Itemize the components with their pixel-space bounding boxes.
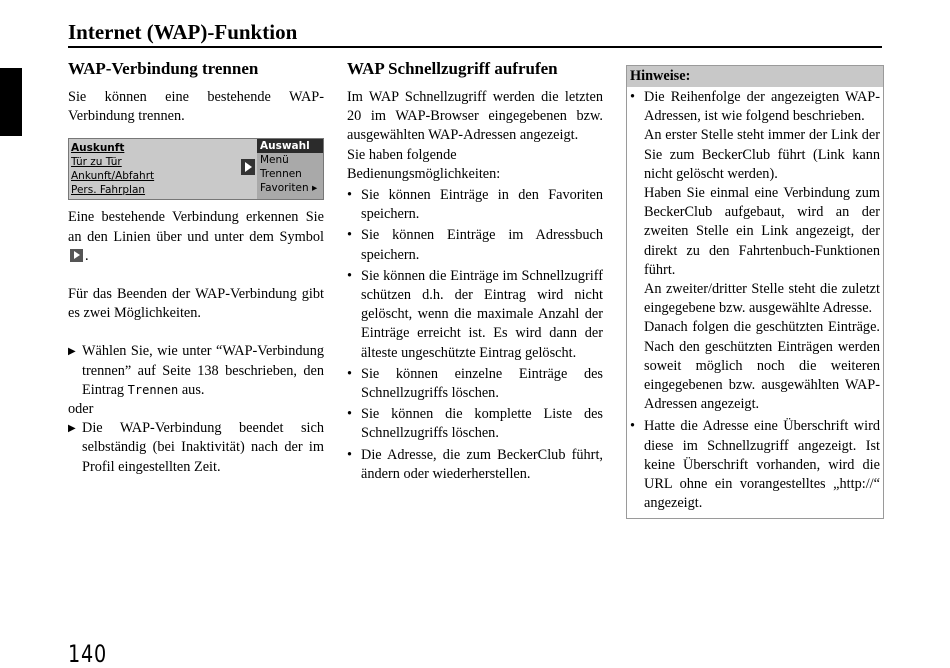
connection-symbol-icon — [241, 159, 255, 175]
page-number: 140 — [68, 640, 108, 668]
note-item: • Die Reihenfolge der angezeigten WAP-Adressen, ist wie folgend beschrieben. An erster Stelle steht immer der Link der Sie zum BeckerClub führt (Link kann nicht gelöscht werden). Haben Sie einmal eine Verbindung zum BeckerClub aufgebaut, wird an der zweiten Stelle ein Link angezeigt, der direkt zu den Fahrtenbuch-Funktionen führt. An zweiter/dritter Stelle steht die zuletzt eingegebene bzw. ausgewählte Adresse. Danach folgen die geschützten Einträge. Nach den geschützten Einträgen werden soweit möglich noch die weiteren eingegebenen bzw. ausgewählten WAP-Adressen angezeigt. — [630, 89, 880, 413]
notes-heading: Hinweise: — [627, 66, 883, 87]
section-heading-quick-access: WAP Schnellzugriff aufrufen — [347, 59, 558, 78]
list-item: • Sie können Einträge in den Favoriten speichern. — [347, 187, 603, 223]
options-list — [347, 186, 603, 484]
notes-box — [626, 65, 884, 519]
section-heading-disconnect: WAP-Verbindung trennen — [68, 59, 259, 78]
step-item: ▶ Wählen Sie, wie unter “WAP-Verbindung trennen” auf Seite 138 beschrieben, den Eintrag Trennen aus. — [68, 342, 324, 400]
device-list — [71, 141, 237, 197]
triangle-bullet-icon: ▶ — [68, 346, 76, 358]
symbol-paragraph: Eine bestehende Verbindung erkennen Sie an den Linien über und unter dem Symbol . — [68, 209, 324, 264]
device-menu-header: Auswahl — [257, 139, 323, 153]
or-text: oder — [68, 401, 94, 418]
intro-text: Sie können eine bestehende WAP-Verbindung trennen. — [68, 89, 324, 125]
list-item: • Die Adresse, die zum BeckerClub führt, ändern oder wiederherstellen. — [347, 446, 603, 482]
triangle-bullet-icon: ▶ — [68, 423, 76, 435]
step-item: ▶ Die WAP-Verbindung beendet sich selbständig (bei Inaktivität) nach der im Profil eingestellten Zeit. — [68, 419, 324, 477]
options-intro: Sie haben folgende Bedienungsmöglichkeiten: — [347, 146, 501, 182]
note-item: • Hatte die Adresse eine Überschrift wird diese im Schnellzugriff angezeigt. Ist keine Überschrift vorhanden, wird die URL ohne ein vorangestelltes „http://“ angezeigt. — [630, 418, 880, 512]
intro-text: Im WAP Schnellzugriff werden die letzten 20 im WAP-Browser eingegebenen bzw. ausgewählten WAP-Adressen angezeigt. — [347, 89, 603, 144]
list-item: • Sie können Einträge im Adressbuch speichern. — [347, 227, 603, 263]
page-title: Internet (WAP)-Funktion — [68, 18, 882, 48]
menu-entry-label: Trennen — [127, 382, 179, 397]
list-item: • Sie können einzelne Einträge des Schnellzugriffs löschen. — [347, 365, 603, 402]
end-paragraph: Für das Beenden der WAP-Verbindung gibt es zwei Möglichkeiten. — [68, 286, 324, 322]
device-menu-item: Menü — [260, 154, 289, 167]
column-wap-disconnect — [68, 58, 324, 477]
column-quick-access — [347, 58, 603, 486]
device-list-item: Tür zu Tür — [71, 156, 122, 169]
list-item: • Sie können die komplette Liste des Schnellzugriffs löschen. — [347, 406, 603, 442]
device-list-item: Ankunft/Abfahrt — [71, 170, 155, 183]
list-item: • Sie können die Einträge im Schnellzugriff schützen d.h. der Eintrag wird nicht gelöscht, wenn die maximale Anzahl der Einträge erreicht ist. Es wird dann der älteste ungeschützte Eintrag gelöscht. — [347, 267, 603, 361]
chapter-thumb-tab — [0, 68, 22, 136]
device-menu — [257, 139, 323, 199]
connection-symbol-icon — [70, 249, 83, 262]
device-menu-item: Favoriten ▸ — [260, 182, 318, 195]
device-menu-item: Trennen — [260, 168, 302, 181]
device-list-item: Auskunft — [71, 142, 125, 155]
device-list-item: Pers. Fahrplan — [71, 184, 146, 197]
device-screen — [68, 138, 324, 200]
